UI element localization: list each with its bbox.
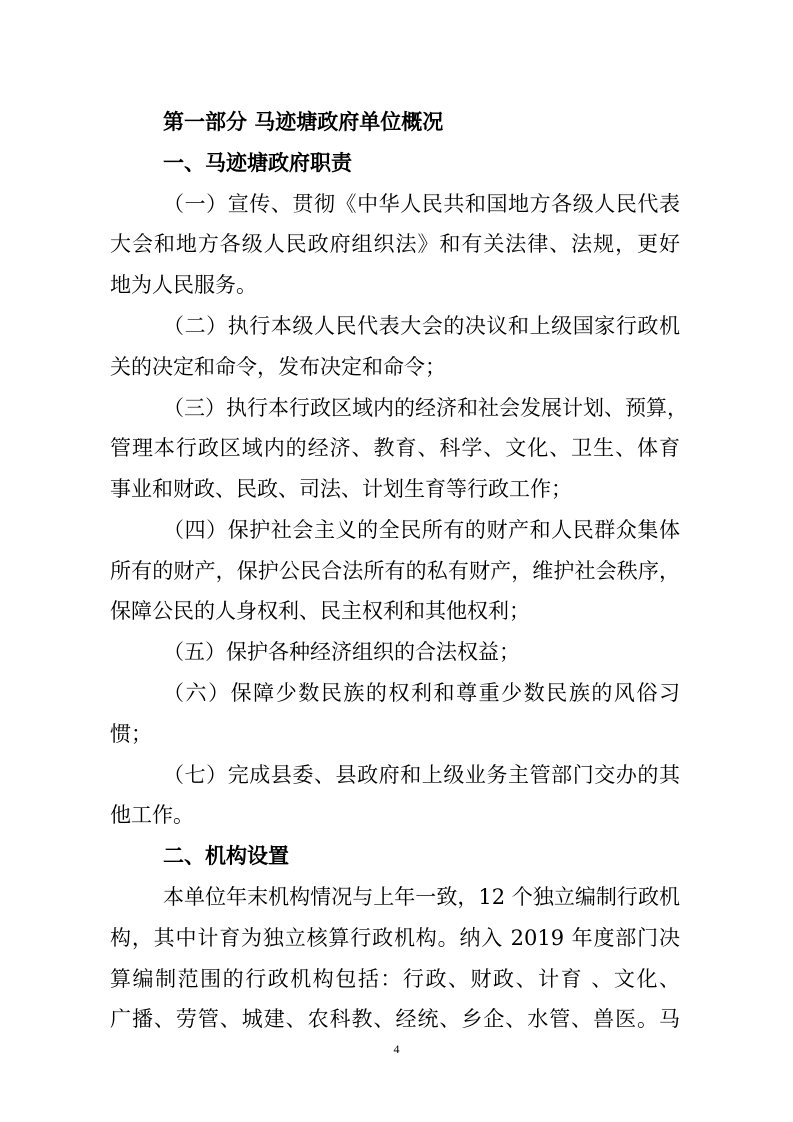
paragraph-line: （五）保护各种经济组织的合法权益； xyxy=(163,640,520,664)
paragraph-line: 保障公民的人身权利、民主权利和其他权利； xyxy=(110,599,530,623)
paragraph-line: 事业和财政、民政、司法、计划生育等行政工作； xyxy=(110,477,572,501)
paragraph-line: 广播、劳管、城建、农科教、经统、乡企、水管、兽医。马 xyxy=(110,1007,680,1031)
paragraph-line: 本单位年末机构情况与上年一致，12 个独立编制行政机 xyxy=(163,885,680,909)
section-heading-structure: 二、机构设置 xyxy=(163,844,289,868)
paragraph-line: （四）保护社会主义的全民所有的财产和人民群众集体 xyxy=(163,518,680,542)
page-title: 第一部分 马迹塘政府单位概况 xyxy=(163,110,444,134)
paragraph-line: 构，其中计育为独立核算行政机构。纳入 2019 年度部门决 xyxy=(110,926,680,950)
paragraph-line: 地为人民服务。 xyxy=(110,273,257,297)
section-heading-duties: 一、马迹塘政府职责 xyxy=(163,151,352,175)
paragraph-line: 算编制范围的行政机构包括：行政、财政、计育 、文化、 xyxy=(110,967,680,991)
paragraph-line: 惯； xyxy=(110,722,152,746)
paragraph-line: （七）完成县委、县政府和上级业务主管部门交办的其 xyxy=(163,763,680,787)
paragraph-line: （六）保障少数民族的权利和尊重少数民族的风俗习 xyxy=(163,681,680,705)
paragraph-line: 他工作。 xyxy=(110,803,194,827)
paragraph-line: 关的决定和命令，发布决定和命令； xyxy=(110,355,446,379)
paragraph-line: （一）宣传、贯彻《中华人民共和国地方各级人民代表 xyxy=(163,192,680,216)
page-number: 4 xyxy=(393,1042,400,1056)
paragraph-line: （三）执行本行政区域内的经济和社会发展计划、预算， xyxy=(163,396,688,420)
paragraph-line: 大会和地方各级人民政府组织法》和有关法律、法规，更好 xyxy=(110,232,680,256)
paragraph-line: 管理本行政区域内的经济、教育、科学、文化、卫生、体育 xyxy=(110,436,680,460)
paragraph-line: 所有的财产，保护公民合法所有的私有财产，维护社会秩序， xyxy=(110,559,680,583)
paragraph-line: （二）执行本级人民代表大会的决议和上级国家行政机 xyxy=(163,314,680,338)
